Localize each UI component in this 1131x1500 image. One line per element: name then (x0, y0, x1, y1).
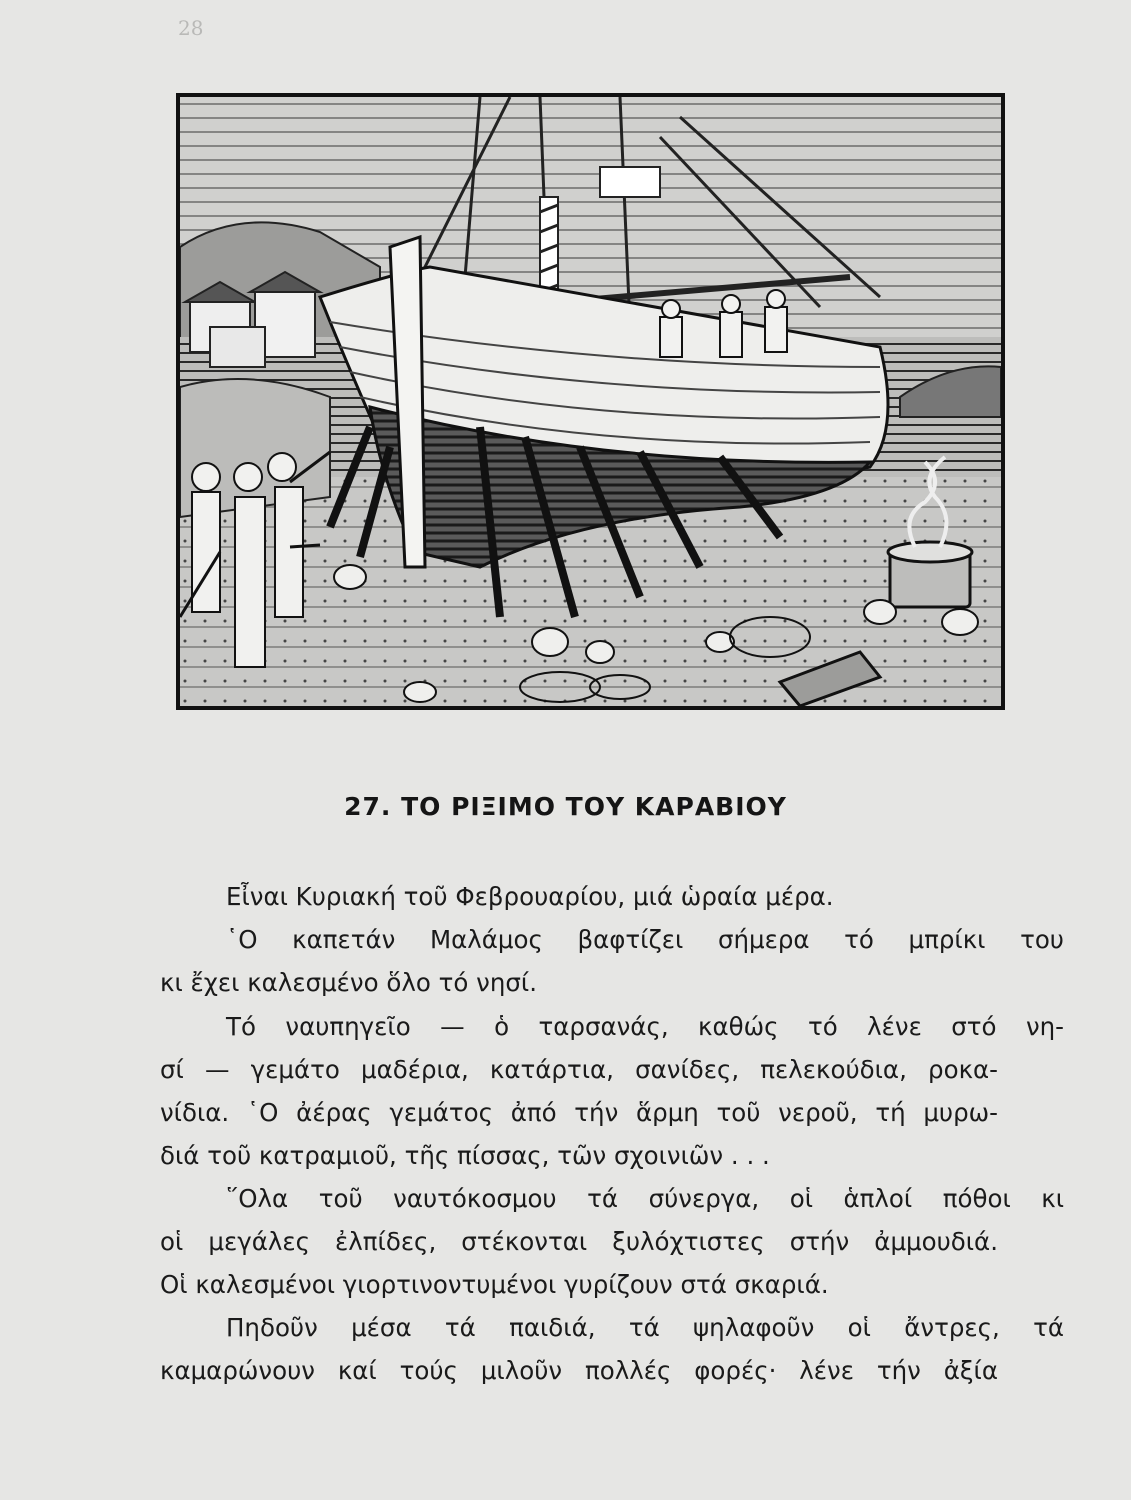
page-number: 28 (178, 16, 204, 40)
text-line: διά τοῦ κατραμιοῦ, τῆς πίσσας, τῶν σχοινιῶν . . . (160, 1141, 770, 1170)
text-line: Τό ναυπηγεῖο — ὁ ταρσανάς, καθώς τό λένε στό νη- (226, 1012, 1064, 1041)
text-line: ῞Ολα τοῦ ναυτόκοσμου τά σύνεργα, οἱ ἁπλοί πόθοι κι (226, 1184, 1064, 1213)
chapter-title: 27. ΤΟ ΡΙΞΙΜΟ ΤΟΥ ΚΑΡΑΒΙΟΥ (344, 792, 787, 821)
text-line: Εἶναι Κυριακή τοῦ Φεβρουαρίου, μιά ὡραία μέρα. (226, 882, 834, 911)
text-line: καμαρώνουν καί τούς μιλοῦν πολλές φορές· λένε τήν ἀξία (160, 1356, 998, 1385)
text-line: κι ἔχει καλεσμένο ὅλο τό νησί. (160, 968, 537, 997)
illustration-boat-on-slipway (176, 93, 1005, 710)
text-line: ῾Ο καπετάν Μαλάμος βαφτίζει σήμερα τό μπρίκι του (226, 925, 1064, 954)
shipyard-boat-icon (180, 97, 1001, 706)
text-line: νίδια. ῾Ο ἀέρας γεμάτος ἀπό τήν ἅρμη τοῦ νεροῦ, τή μυρω- (160, 1098, 998, 1127)
text-line: σί — γεμάτο μαδέρια, κατάρτια, σανίδες, πελεκούδια, ροκα- (160, 1055, 998, 1084)
text-line: Πηδοῦν μέσα τά παιδιά, τά ψηλαφοῦν οἱ ἄντρες, τά (226, 1313, 1064, 1342)
text-line: Οἱ καλεσμένοι γιορτινοντυμένοι γυρίζουν στά σκαριά. (160, 1270, 829, 1299)
text-line: οἱ μεγάλες ἐλπίδες, στέκονται ξυλόχτιστες στήν ἀμμουδιά. (160, 1227, 998, 1256)
